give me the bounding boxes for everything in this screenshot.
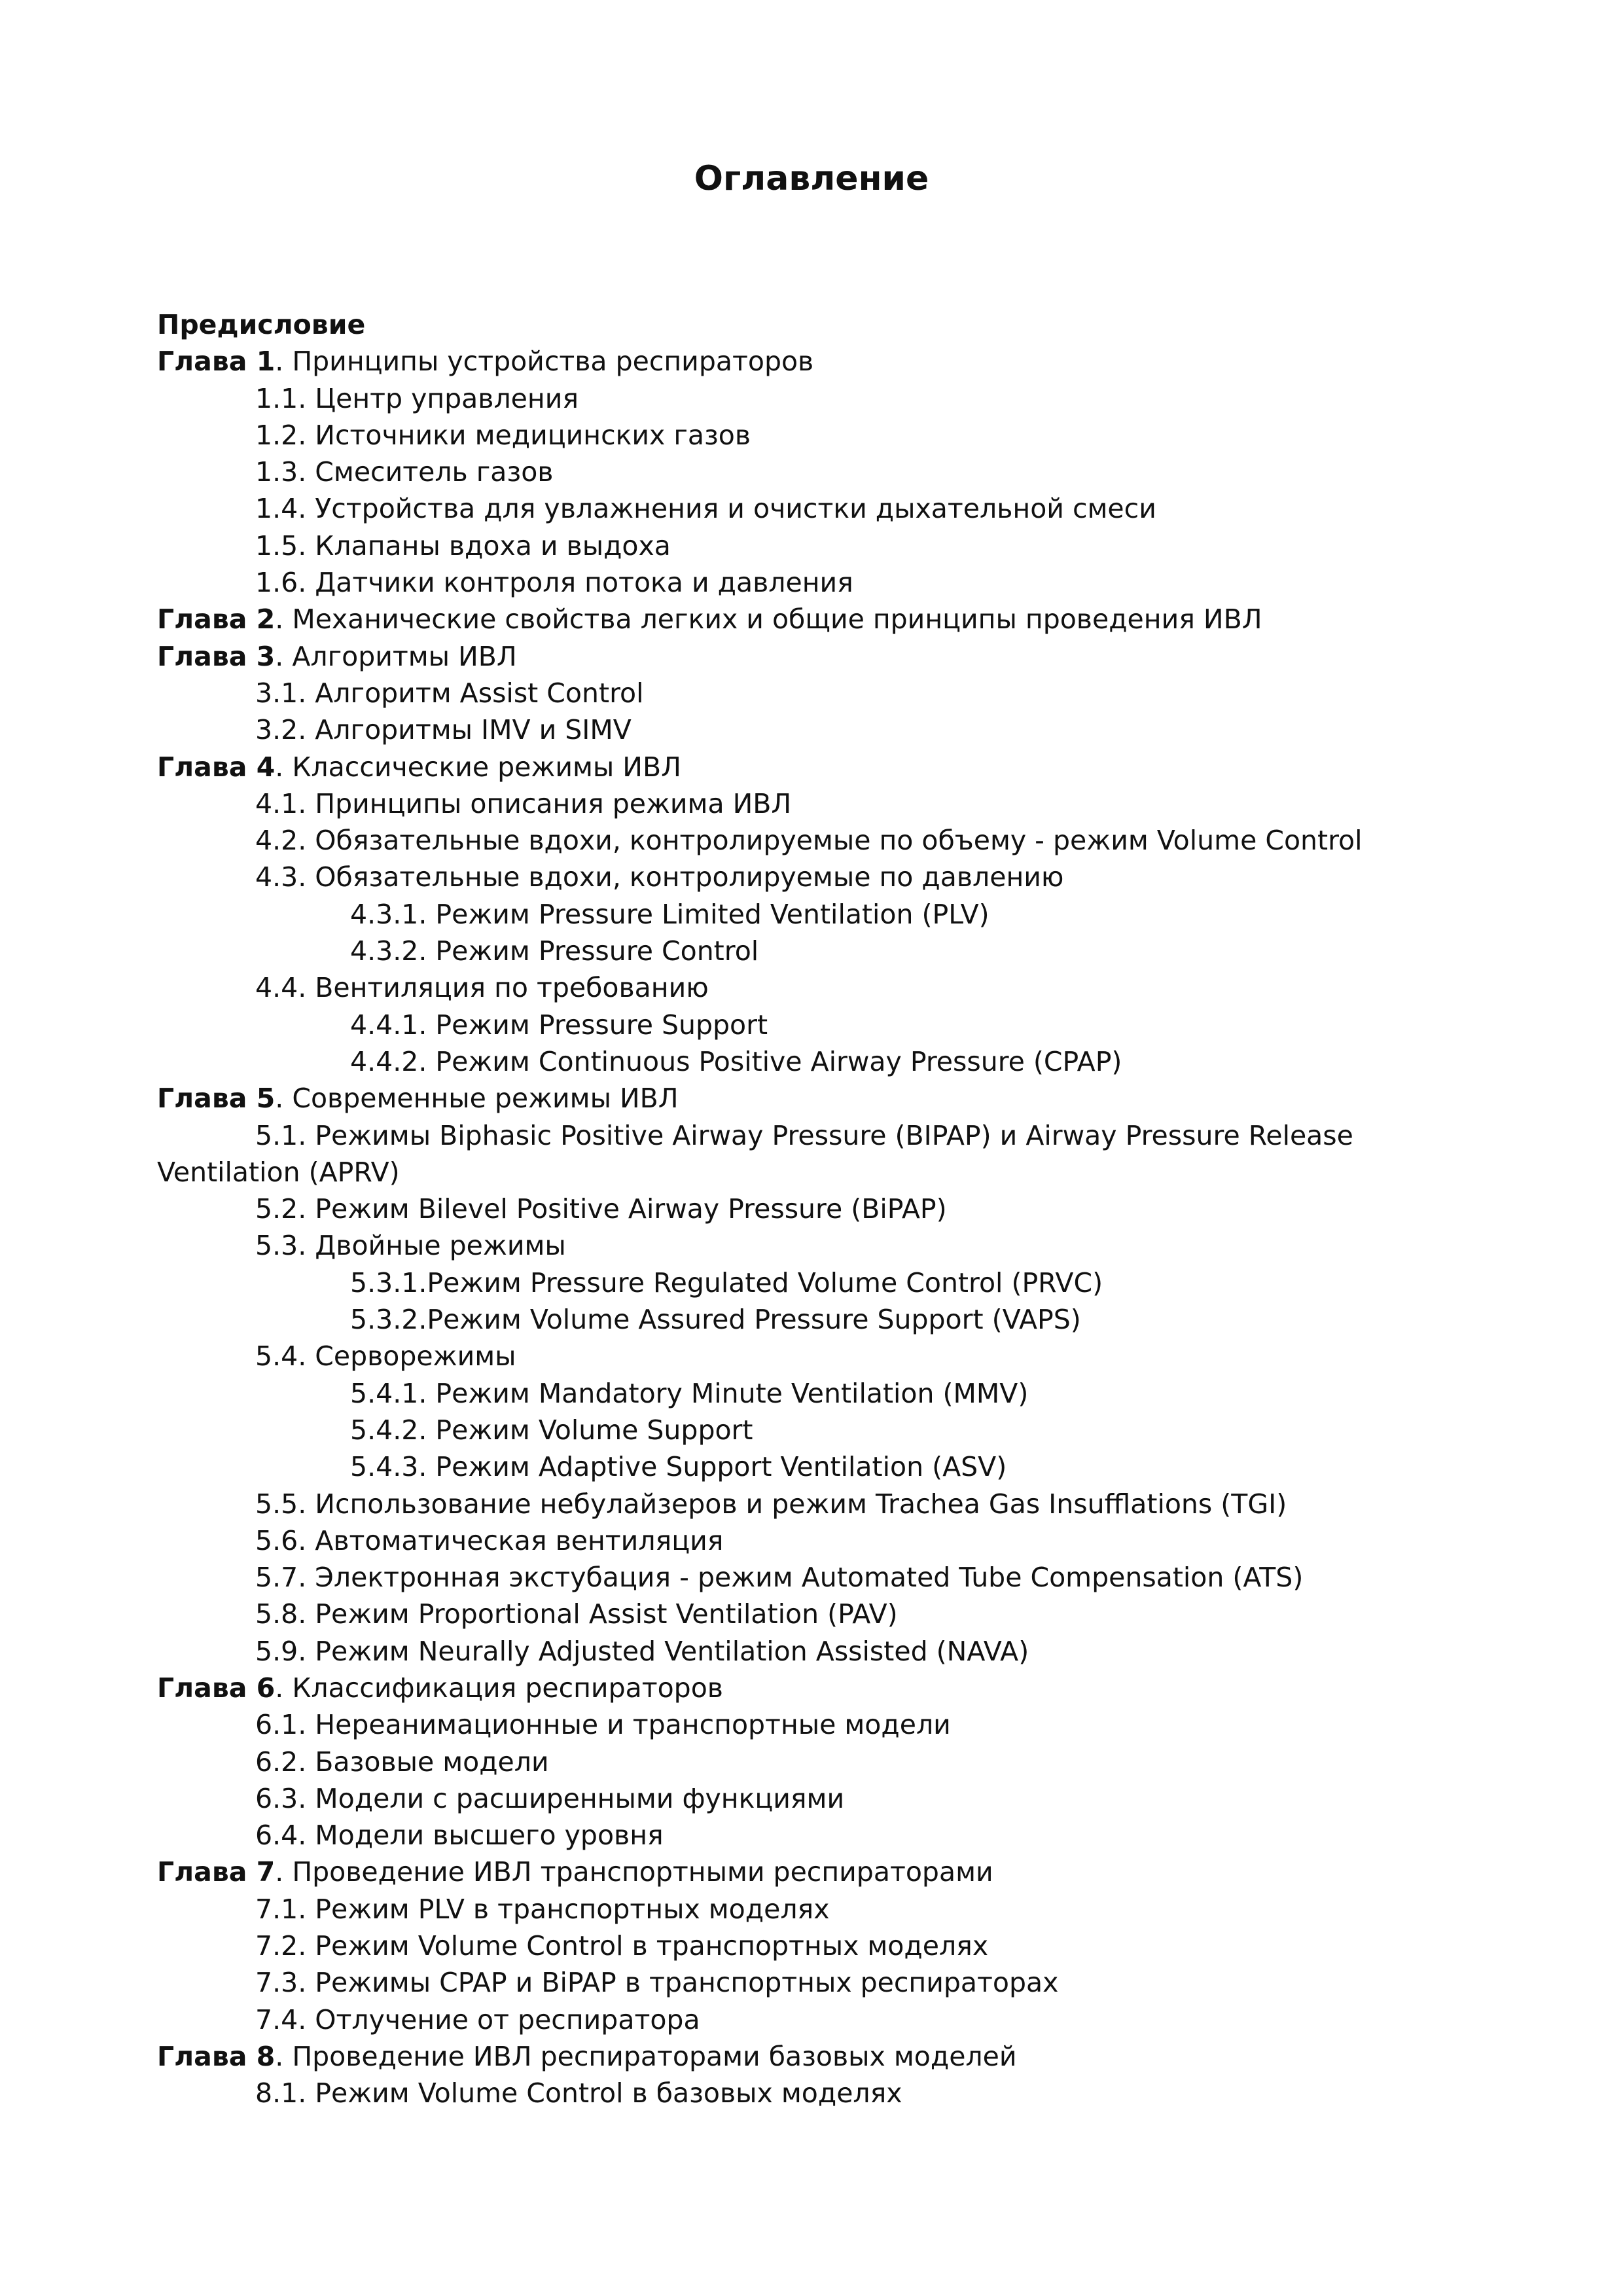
chapter-label: Глава 2 xyxy=(157,603,276,636)
chapter-title: . Классические режимы ИВЛ xyxy=(275,751,681,783)
toc-subsection: 4.4.1. Режим Pressure Support xyxy=(350,1009,768,1041)
toc-section: 4.4. Вентиляция по требованию xyxy=(255,972,709,1004)
chapter-label: Глава 7 xyxy=(157,1856,276,1888)
toc-section: 5.1. Режимы Biphasic Positive Airway Pressure (BIPAP) и Airway Pressure Release xyxy=(255,1119,1353,1151)
toc-section: 6.1. Нереанимационные и транспортные модели xyxy=(255,1709,951,1741)
page-title: Оглавление xyxy=(694,159,929,198)
toc-chapter-2 xyxy=(157,601,1472,637)
toc-section: 7.4. Отлучение от респиратора xyxy=(255,2003,700,2036)
toc-subsection: 5.4.2. Режим Volume Support xyxy=(350,1414,753,1446)
chapter-title: . Алгоритмы ИВЛ xyxy=(275,640,517,672)
toc-section: 6.3. Модели с расширенными функциями xyxy=(255,1782,845,1814)
chapter-label: Глава 4 xyxy=(157,751,276,783)
toc-section: 1.3. Смеситель газов xyxy=(255,456,554,488)
toc-section: 3.2. Алгоритмы IMV и SIMV xyxy=(255,714,632,746)
toc-subsection: 5.4.1. Режим Mandatory Minute Ventilation (MMV) xyxy=(350,1377,1029,1409)
toc-section: 5.2. Режим Bilevel Positive Airway Pressure (BiPAP) xyxy=(255,1193,947,1225)
chapter-label: Глава 3 xyxy=(157,640,276,672)
toc-section: 1.6. Датчики контроля потока и давления xyxy=(255,567,853,599)
chapter-title: . Механические свойства легких и общие принципы проведения ИВЛ xyxy=(275,603,1262,636)
chapter-title: . Современные режимы ИВЛ xyxy=(275,1083,679,1115)
toc-section: 8.1. Режим Volume Control в базовых моделях xyxy=(255,2077,902,2109)
toc-chapter-5 xyxy=(157,1080,1472,1117)
chapter-title: . Проведение ИВЛ респираторами базовых моделей xyxy=(275,2040,1017,2072)
toc-section: 5.3. Двойные режимы xyxy=(255,1230,566,1262)
toc-section: 5.4. Серворежимы xyxy=(255,1340,516,1372)
toc-section: 1.1. Центр управления xyxy=(255,382,579,414)
toc-section: 4.2. Обязательные вдохи, контролируемые по объему - режим Volume Control xyxy=(255,825,1363,857)
toc-chapter-3 xyxy=(157,638,1472,675)
toc-chapter-7 xyxy=(157,1854,1472,1890)
toc-subsection: 4.3.2. Режим Pressure Control xyxy=(350,935,759,967)
toc-section: 1.4. Устройства для увлажнения и очистки дыхательной смеси xyxy=(255,493,1156,525)
chapter-label: Глава 1 xyxy=(157,346,276,378)
toc-section: 7.2. Режим Volume Control в транспортных моделях xyxy=(255,1930,989,1962)
toc-chapter-1 xyxy=(157,343,1472,380)
toc-section: 1.2. Источники медицинских газов xyxy=(255,419,751,451)
toc-section: 5.8. Режим Proportional Assist Ventilation (PAV) xyxy=(255,1598,898,1630)
toc-section: 3.1. Алгоритм Assist Control xyxy=(255,677,644,709)
toc-section: 5.9. Режим Neurally Adjusted Ventilation Assisted (NAVA) xyxy=(255,1635,1029,1667)
toc-chapter-6 xyxy=(157,1670,1472,1706)
toc-section: 7.1. Режим PLV в транспортных моделях xyxy=(255,1893,830,1925)
toc-subsection: 5.4.3. Режим Adaptive Support Ventilation (ASV) xyxy=(350,1451,1007,1483)
toc-subsection: 4.3.1. Режим Pressure Limited Ventilation (PLV) xyxy=(350,898,990,930)
toc-section: 6.2. Базовые модели xyxy=(255,1746,549,1778)
toc-section: 6.4. Модели высшего уровня xyxy=(255,1820,664,1852)
toc-chapter-8 xyxy=(157,2038,1472,2075)
toc-subsection: 5.3.1.Режим Pressure Regulated Volume Control (PRVC) xyxy=(350,1266,1103,1299)
toc-section: 5.7. Электронная экстубация - режим Automated Tube Compensation (ATS) xyxy=(255,1562,1304,1594)
toc-section: 1.5. Клапаны вдоха и выдоха xyxy=(255,529,671,562)
chapter-label: Глава 5 xyxy=(157,1083,276,1115)
chapter-title: . Принципы устройства респираторов xyxy=(275,346,814,378)
toc-section: 7.3. Режимы CPAP и BiPAP в транспортных респираторах xyxy=(255,1967,1059,1999)
toc-chapter-4 xyxy=(157,749,1472,785)
chapter-title: . Классификация респираторов xyxy=(275,1672,723,1704)
toc-section: 5.6. Автоматическая вентиляция xyxy=(255,1524,724,1556)
toc-subsection: 4.4.2. Режим Continuous Positive Airway Pressure (CPAP) xyxy=(350,1045,1122,1077)
toc-entry-preface: Предисловие xyxy=(157,309,366,340)
chapter-label: Глава 8 xyxy=(157,2040,276,2072)
toc-section-continuation: Ventilation (APRV) xyxy=(157,1156,400,1188)
toc-section: 5.5. Использование небулайзеров и режим Trachea Gas Insufflations (TGI) xyxy=(255,1488,1287,1520)
toc-subsection: 5.3.2.Режим Volume Assured Pressure Support (VAPS) xyxy=(350,1304,1081,1336)
chapter-label: Глава 6 xyxy=(157,1672,276,1704)
chapter-title: . Проведение ИВЛ транспортными респираторами xyxy=(275,1856,993,1888)
toc-section: 4.3. Обязательные вдохи, контролируемые по давлению xyxy=(255,861,1064,893)
table-of-contents xyxy=(157,306,1472,2112)
toc-section: 4.1. Принципы описания режима ИВЛ xyxy=(255,787,792,819)
